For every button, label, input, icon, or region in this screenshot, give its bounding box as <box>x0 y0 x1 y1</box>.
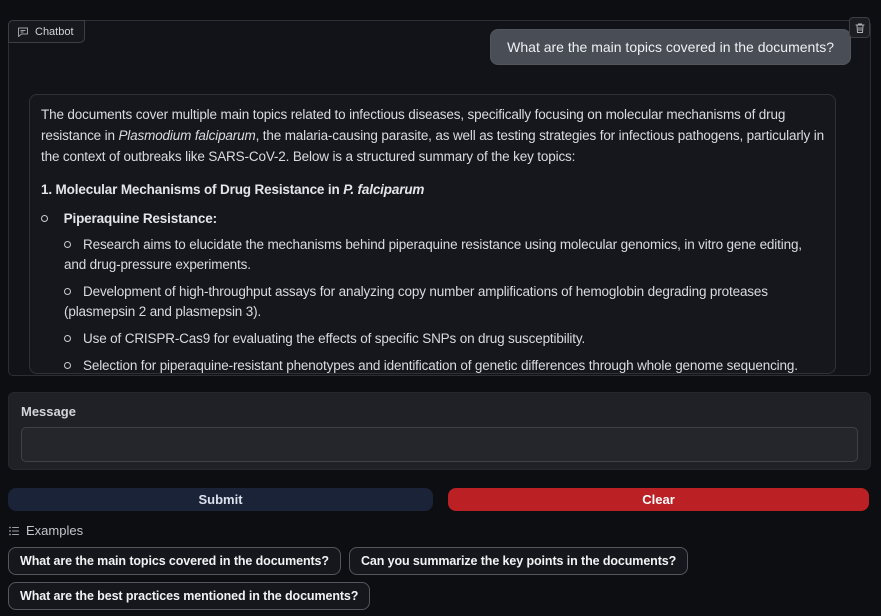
example-button[interactable]: Can you summarize the key points in the documents? <box>349 547 688 575</box>
subtopic-item: Research aims to elucidate the mechanisms behind piperaquine resistance using molecular genomics, in vitro gene editing, and drug-pressure experiments. <box>64 235 824 275</box>
speech-bubble-icon <box>17 26 29 38</box>
topic-label: Piperaquine Resistance: <box>63 211 217 226</box>
subtopic-item: Use of CRISPR-Cas9 for evaluating the effects of specific SNPs on drug susceptibility. <box>64 329 824 349</box>
user-message-text: What are the main topics covered in the documents? <box>507 39 834 55</box>
chatbot-label <box>8 20 85 43</box>
trash-icon <box>854 22 866 34</box>
bot-heading: 1. Molecular Mechanisms of Drug Resistance in P. falciparum <box>41 182 425 197</box>
example-button[interactable]: What are the main topics covered in the documents? <box>8 547 341 575</box>
subtopic-item: Development of high-throughput assays for analyzing copy number amplifications of hemoglobin degrading proteases (plasmepsin 2 and plasmepsin 3). <box>64 282 824 322</box>
bot-intro-paragraph: The documents cover multiple main topics related to infectious diseases, specifically focusing on molecular mechanisms of drug resistance in Plasmodium falciparum, the malaria-causing parasite, as well as testing strategies for infectious pathogens, particularly in the context of outbreaks like SARS-CoV-2. Below is a structured summary of the key topics: <box>41 107 824 164</box>
bot-message-bubble[interactable] <box>29 94 836 374</box>
submit-button[interactable]: Submit <box>8 488 433 511</box>
subtopic-list <box>41 235 824 374</box>
example-buttons <box>8 547 873 610</box>
clear-button[interactable]: Clear <box>448 488 869 511</box>
user-message-bubble <box>490 29 851 65</box>
chatbot-panel <box>8 20 871 376</box>
clear-chat-button[interactable] <box>849 17 870 38</box>
example-button[interactable]: What are the best practices mentioned in the documents? <box>8 582 370 610</box>
list-icon <box>8 525 20 537</box>
message-input[interactable] <box>21 427 858 462</box>
message-label: Message <box>21 404 76 419</box>
examples-label: Examples <box>26 523 84 538</box>
examples-header <box>8 523 83 538</box>
message-panel <box>8 392 871 470</box>
topic-item <box>41 208 824 374</box>
subtopic-item: Selection for piperaquine-resistant phenotypes and identification of genetic differences through whole genome sequencing. <box>64 356 824 374</box>
chatbot-label-text: Chatbot <box>35 25 74 38</box>
topic-list <box>41 208 824 374</box>
